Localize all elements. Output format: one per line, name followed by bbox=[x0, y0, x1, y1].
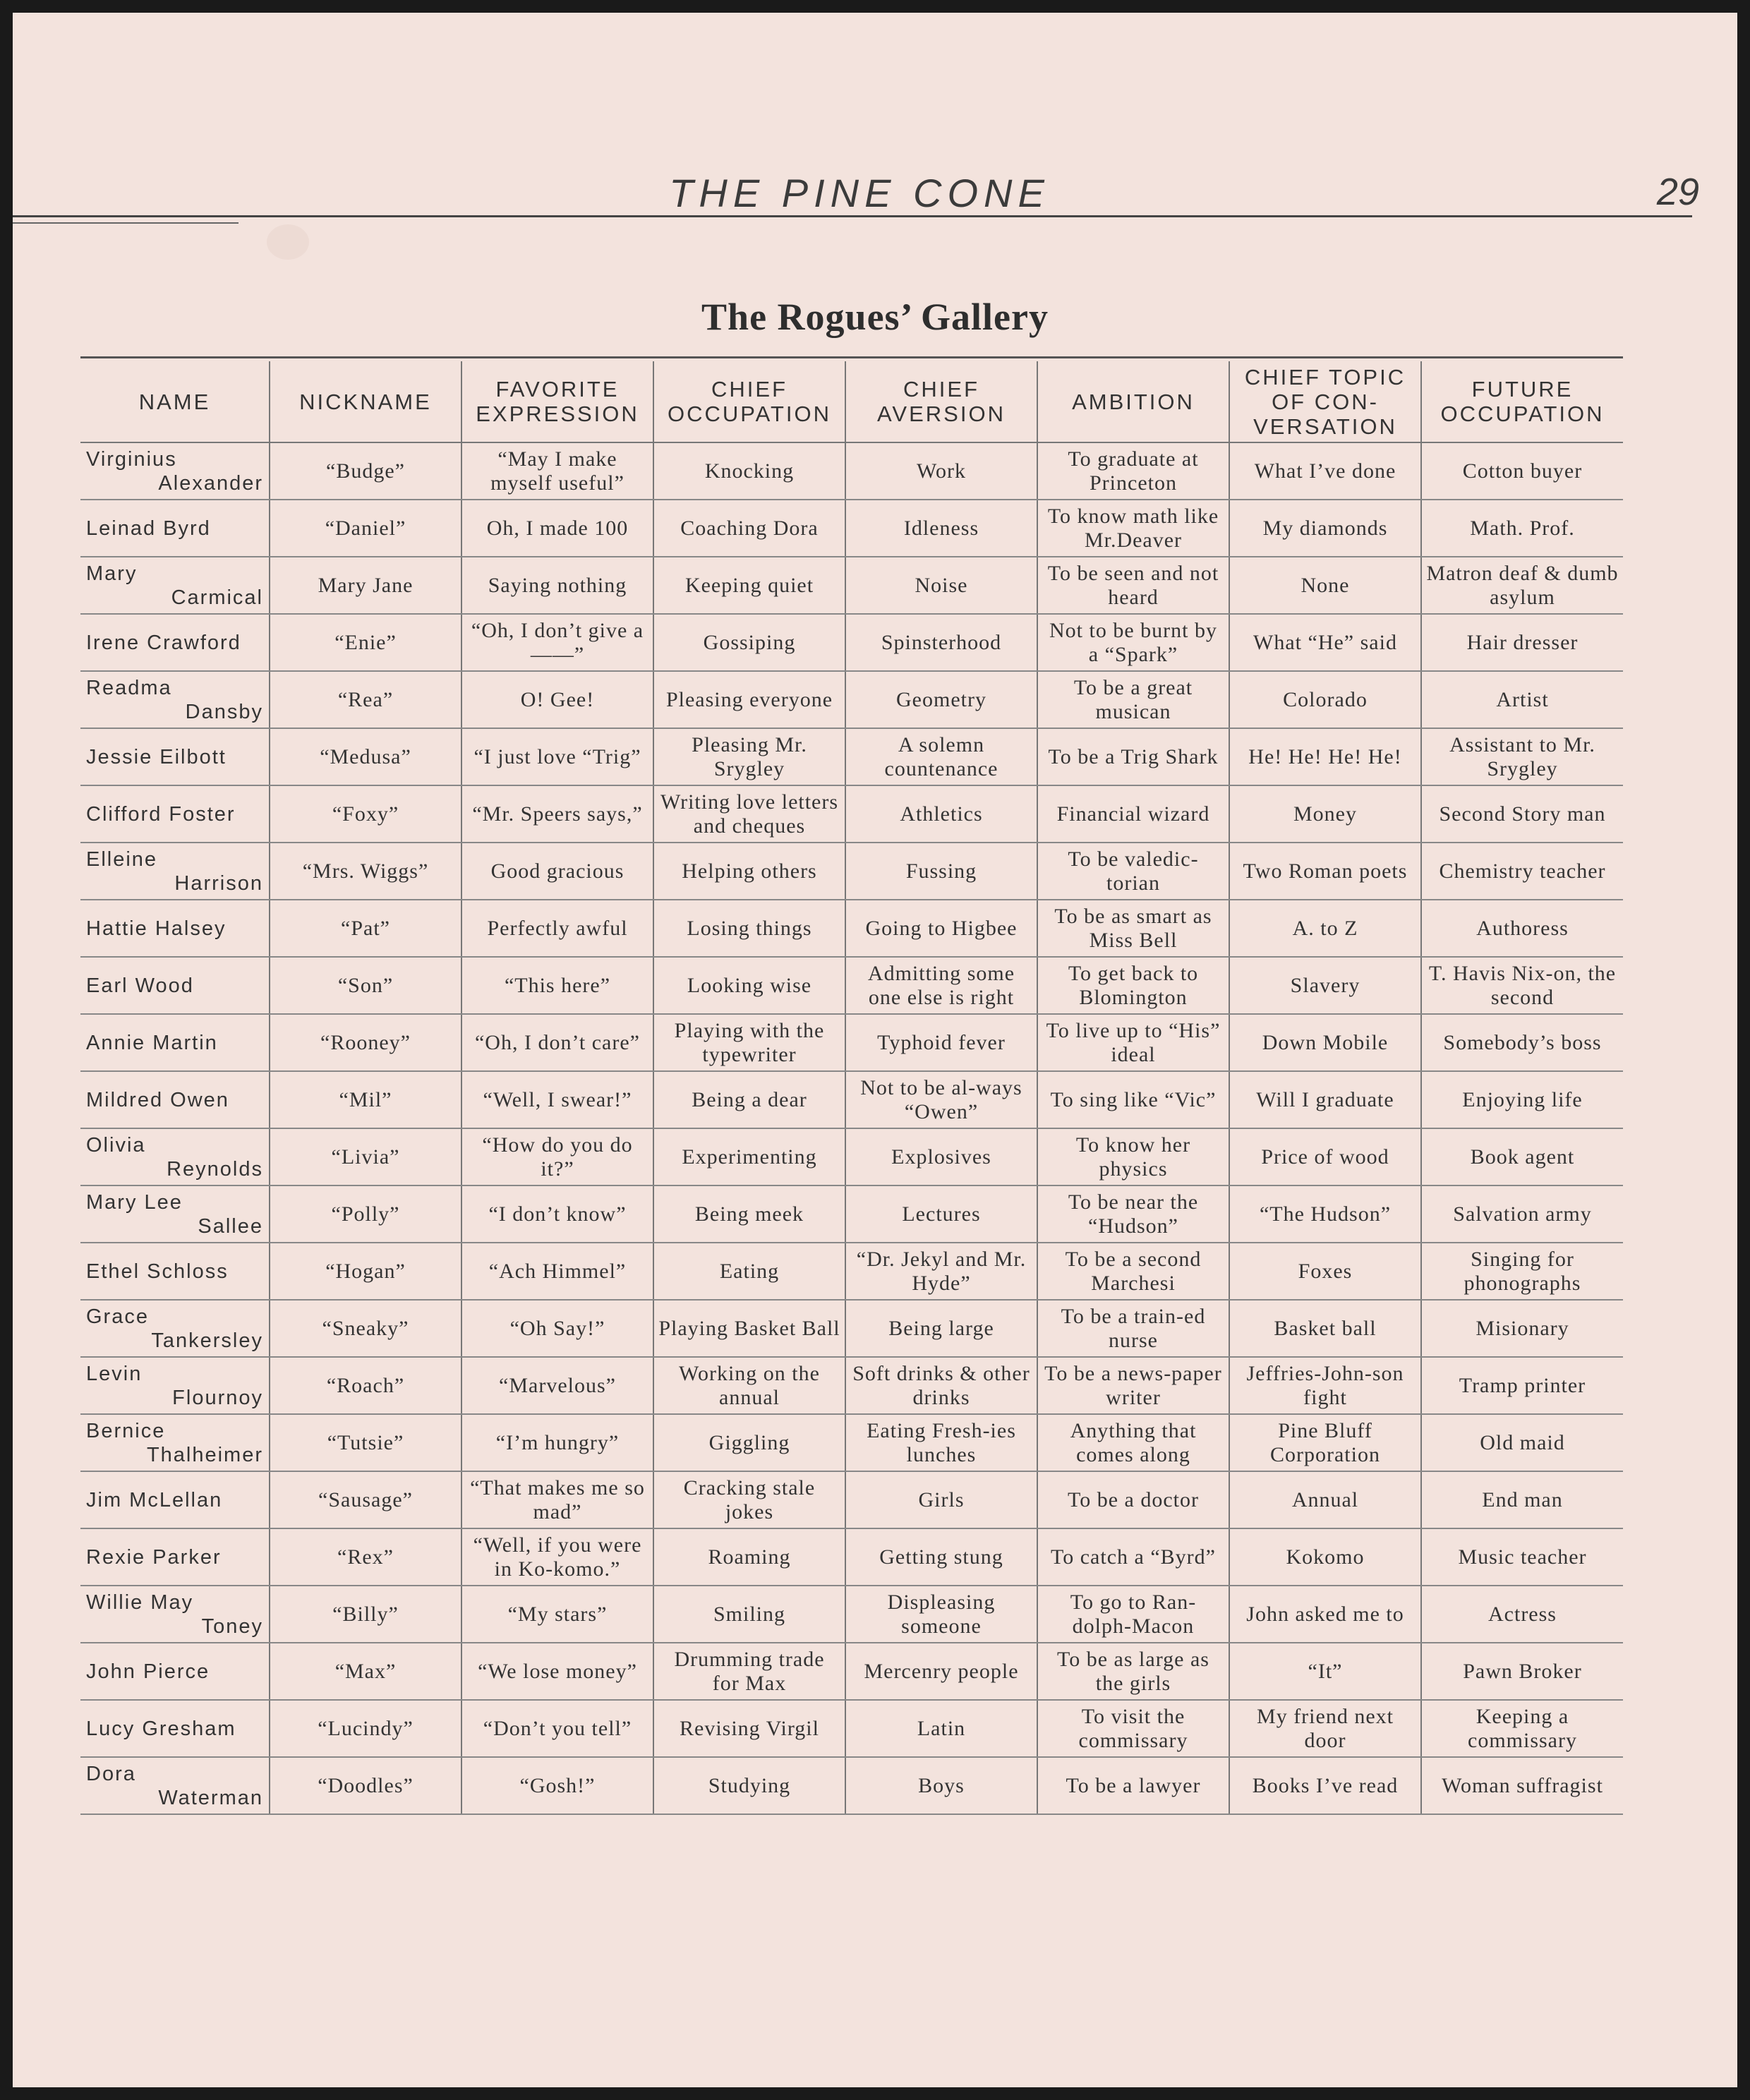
name-cell bbox=[80, 671, 270, 728]
name-second-line: Reynolds bbox=[167, 1157, 263, 1181]
name-second-line: Carmical bbox=[171, 586, 263, 609]
name-cell bbox=[80, 1243, 270, 1300]
future-cell: Old maid bbox=[1421, 1414, 1623, 1471]
table-top-rule bbox=[80, 356, 1623, 358]
aversion-cell: Displeasing someone bbox=[845, 1586, 1037, 1643]
nickname-cell: “Tutsie” bbox=[270, 1414, 461, 1471]
expression-cell: “How do you do it?” bbox=[461, 1128, 653, 1185]
column-header-chief-topic: CHIEF TOPIC OF CON-VERSATION bbox=[1229, 361, 1421, 442]
ambition-cell: Financial wizard bbox=[1037, 785, 1229, 843]
future-cell: Actress bbox=[1421, 1586, 1623, 1643]
aversion-cell: Not to be al-ways “Owen” bbox=[845, 1071, 1037, 1128]
occupation-cell: Drumming trade for Max bbox=[653, 1643, 845, 1700]
table-row bbox=[80, 1471, 1623, 1528]
expression-cell: “Oh, I don’t give a ——” bbox=[461, 614, 653, 671]
ambition-cell: To know her physics bbox=[1037, 1128, 1229, 1185]
aversion-cell: Soft drinks & other drinks bbox=[845, 1357, 1037, 1414]
aversion-cell: Mercenry people bbox=[845, 1643, 1037, 1700]
topic-cell: Pine Bluff Corporation bbox=[1229, 1414, 1421, 1471]
table-row bbox=[80, 1528, 1623, 1586]
expression-cell: “Ach Himmel” bbox=[461, 1243, 653, 1300]
nickname-cell: “Billy” bbox=[270, 1586, 461, 1643]
name-first-line: Hattie Halsey bbox=[86, 917, 227, 940]
ambition-cell: Not to be burnt by a “Spark” bbox=[1037, 614, 1229, 671]
nickname-cell: “Mil” bbox=[270, 1071, 461, 1128]
name-second-line: Harrison bbox=[174, 871, 263, 895]
topic-cell: Two Roman poets bbox=[1229, 843, 1421, 900]
name-cell bbox=[80, 1471, 270, 1528]
table-row bbox=[80, 1300, 1623, 1357]
nickname-cell: “Doodles” bbox=[270, 1757, 461, 1814]
nickname-cell: “Sneaky” bbox=[270, 1300, 461, 1357]
table-row bbox=[80, 442, 1623, 500]
future-cell: T. Havis Nix-on, the second bbox=[1421, 957, 1623, 1014]
ambition-cell: To be seen and not heard bbox=[1037, 557, 1229, 614]
name-first-line: Grace bbox=[86, 1305, 149, 1328]
gallery-title: The Rogues’ Gallery bbox=[701, 296, 1049, 338]
expression-cell: “I just love “Trig” bbox=[461, 728, 653, 785]
name-first-line: Mary Lee bbox=[86, 1190, 183, 1214]
column-header-chief-occupation: CHIEF OCCUPATION bbox=[653, 361, 845, 442]
aversion-cell: Work bbox=[845, 442, 1037, 500]
name-first-line: Dora bbox=[86, 1762, 136, 1785]
nickname-cell: “Polly” bbox=[270, 1185, 461, 1243]
future-cell: Enjoying life bbox=[1421, 1071, 1623, 1128]
aversion-cell: Admitting some one else is right bbox=[845, 957, 1037, 1014]
topic-cell: Slavery bbox=[1229, 957, 1421, 1014]
nickname-cell: “Lucindy” bbox=[270, 1700, 461, 1757]
table-row bbox=[80, 557, 1623, 614]
name-first-line: Ethel Schloss bbox=[86, 1260, 229, 1283]
aversion-cell: Explosives bbox=[845, 1128, 1037, 1185]
aversion-cell: Spinsterhood bbox=[845, 614, 1037, 671]
name-cell bbox=[80, 785, 270, 843]
nickname-cell: “Daniel” bbox=[270, 500, 461, 557]
table-row bbox=[80, 900, 1623, 957]
aversion-cell: Idleness bbox=[845, 500, 1037, 557]
name-first-line: Lucy Gresham bbox=[86, 1717, 236, 1740]
topic-cell: Colorado bbox=[1229, 671, 1421, 728]
column-header-name: NAME bbox=[80, 361, 270, 442]
ambition-cell: To be a second Marchesi bbox=[1037, 1243, 1229, 1300]
topic-cell: He! He! He! He! bbox=[1229, 728, 1421, 785]
column-header-favorite-expression: FAVORITE EXPRESSION bbox=[461, 361, 653, 442]
occupation-cell: Gossiping bbox=[653, 614, 845, 671]
future-cell: Misionary bbox=[1421, 1300, 1623, 1357]
topic-cell: A. to Z bbox=[1229, 900, 1421, 957]
ambition-cell: To know math like Mr.Deaver bbox=[1037, 500, 1229, 557]
expression-cell: Oh, I made 100 bbox=[461, 500, 653, 557]
nickname-cell: “Rea” bbox=[270, 671, 461, 728]
table-row bbox=[80, 957, 1623, 1014]
running-head-rule-short bbox=[13, 222, 239, 224]
topic-cell: My friend next door bbox=[1229, 1700, 1421, 1757]
name-cell bbox=[80, 1700, 270, 1757]
name-cell bbox=[80, 442, 270, 500]
aversion-cell: Noise bbox=[845, 557, 1037, 614]
name-second-line: Sallee bbox=[198, 1214, 263, 1238]
expression-cell: “May I make myself useful” bbox=[461, 442, 653, 500]
expression-cell: Saying nothing bbox=[461, 557, 653, 614]
future-cell: Tramp printer bbox=[1421, 1357, 1623, 1414]
occupation-cell: Roaming bbox=[653, 1528, 845, 1586]
name-cell bbox=[80, 1414, 270, 1471]
occupation-cell: Pleasing Mr. Srygley bbox=[653, 728, 845, 785]
ambition-cell: To be a news-paper writer bbox=[1037, 1357, 1229, 1414]
expression-cell: “That makes me so mad” bbox=[461, 1471, 653, 1528]
name-cell bbox=[80, 957, 270, 1014]
name-first-line: Annie Martin bbox=[86, 1031, 218, 1054]
column-header-chief-aversion: CHIEF AVERSION bbox=[845, 361, 1037, 442]
nickname-cell: “Budge” bbox=[270, 442, 461, 500]
name-cell bbox=[80, 1357, 270, 1414]
name-cell bbox=[80, 900, 270, 957]
name-second-line: Toney bbox=[201, 1615, 263, 1638]
running-head-title: THE PINE CONE bbox=[669, 171, 1050, 215]
occupation-cell: Writing love letters and cheques bbox=[653, 785, 845, 843]
nickname-cell: “Hogan” bbox=[270, 1243, 461, 1300]
occupation-cell: Losing things bbox=[653, 900, 845, 957]
name-first-line: Readma bbox=[86, 676, 172, 699]
table-header-row bbox=[80, 361, 1623, 442]
topic-cell: Jeffries-John-son fight bbox=[1229, 1357, 1421, 1414]
ambition-cell: To get back to Blomington bbox=[1037, 957, 1229, 1014]
aversion-cell: Being large bbox=[845, 1300, 1037, 1357]
aversion-cell: Boys bbox=[845, 1757, 1037, 1814]
nickname-cell: “Enie” bbox=[270, 614, 461, 671]
table-row bbox=[80, 1643, 1623, 1700]
aversion-cell: Typhoid fever bbox=[845, 1014, 1037, 1071]
table-row bbox=[80, 843, 1623, 900]
ambition-cell: To be as large as the girls bbox=[1037, 1643, 1229, 1700]
name-cell bbox=[80, 1300, 270, 1357]
ambition-cell: To be a lawyer bbox=[1037, 1757, 1229, 1814]
ambition-cell: To go to Ran-dolph-Macon bbox=[1037, 1586, 1229, 1643]
table-row bbox=[80, 1014, 1623, 1071]
occupation-cell: Knocking bbox=[653, 442, 845, 500]
name-cell bbox=[80, 1071, 270, 1128]
topic-cell: Price of wood bbox=[1229, 1128, 1421, 1185]
nickname-cell: Mary Jane bbox=[270, 557, 461, 614]
column-header-future-occupation: FUTURE OCCUPATION bbox=[1421, 361, 1623, 442]
name-second-line: Dansby bbox=[185, 700, 263, 723]
occupation-cell: Keeping quiet bbox=[653, 557, 845, 614]
topic-cell: What I’ve done bbox=[1229, 442, 1421, 500]
future-cell: Cotton buyer bbox=[1421, 442, 1623, 500]
name-first-line: Jim McLellan bbox=[86, 1488, 223, 1511]
name-cell bbox=[80, 614, 270, 671]
occupation-cell: Experimenting bbox=[653, 1128, 845, 1185]
ambition-cell: To be as smart as Miss Bell bbox=[1037, 900, 1229, 957]
topic-cell: Basket ball bbox=[1229, 1300, 1421, 1357]
table-row bbox=[80, 1071, 1623, 1128]
expression-cell: “Mr. Speers says,” bbox=[461, 785, 653, 843]
nickname-cell: “Mrs. Wiggs” bbox=[270, 843, 461, 900]
expression-cell: “We lose money” bbox=[461, 1643, 653, 1700]
expression-cell: Perfectly awful bbox=[461, 900, 653, 957]
rogues-gallery-table bbox=[80, 361, 1623, 1815]
ambition-cell: To graduate at Princeton bbox=[1037, 442, 1229, 500]
expression-cell: “This here” bbox=[461, 957, 653, 1014]
expression-cell: “I’m hungry” bbox=[461, 1414, 653, 1471]
topic-cell: Will I graduate bbox=[1229, 1071, 1421, 1128]
nickname-cell: “Max” bbox=[270, 1643, 461, 1700]
future-cell: Singing for phonographs bbox=[1421, 1243, 1623, 1300]
future-cell: Salvation army bbox=[1421, 1185, 1623, 1243]
page bbox=[13, 13, 1737, 2087]
future-cell: Math. Prof. bbox=[1421, 500, 1623, 557]
topic-cell: Books I’ve read bbox=[1229, 1757, 1421, 1814]
future-cell: Authoress bbox=[1421, 900, 1623, 957]
ambition-cell: To be a great musican bbox=[1037, 671, 1229, 728]
name-cell bbox=[80, 557, 270, 614]
name-second-line: Thalheimer bbox=[146, 1443, 263, 1466]
table-row bbox=[80, 1700, 1623, 1757]
name-second-line: Tankersley bbox=[151, 1329, 263, 1352]
name-first-line: Olivia bbox=[86, 1133, 146, 1157]
name-first-line: Elleine bbox=[86, 847, 158, 871]
topic-cell: What “He” said bbox=[1229, 614, 1421, 671]
aversion-cell: Latin bbox=[845, 1700, 1037, 1757]
name-first-line: Mary bbox=[86, 562, 138, 585]
expression-cell: O! Gee! bbox=[461, 671, 653, 728]
occupation-cell: Giggling bbox=[653, 1414, 845, 1471]
table-row bbox=[80, 1586, 1623, 1643]
occupation-cell: Studying bbox=[653, 1757, 845, 1814]
name-cell bbox=[80, 1643, 270, 1700]
future-cell: Matron deaf & dumb asylum bbox=[1421, 557, 1623, 614]
expression-cell: “Marvelous” bbox=[461, 1357, 653, 1414]
topic-cell: My diamonds bbox=[1229, 500, 1421, 557]
name-first-line: John Pierce bbox=[86, 1660, 210, 1683]
topic-cell: “It” bbox=[1229, 1643, 1421, 1700]
occupation-cell: Playing with the typewriter bbox=[653, 1014, 845, 1071]
topic-cell: Down Mobile bbox=[1229, 1014, 1421, 1071]
ambition-cell: To be near the “Hudson” bbox=[1037, 1185, 1229, 1243]
nickname-cell: “Sausage” bbox=[270, 1471, 461, 1528]
running-head-rule bbox=[13, 215, 1692, 217]
name-cell bbox=[80, 843, 270, 900]
name-first-line: Leinad Byrd bbox=[86, 517, 211, 540]
table-row bbox=[80, 1243, 1623, 1300]
table-row bbox=[80, 1414, 1623, 1471]
future-cell: Somebody’s boss bbox=[1421, 1014, 1623, 1071]
topic-cell: Money bbox=[1229, 785, 1421, 843]
future-cell: End man bbox=[1421, 1471, 1623, 1528]
future-cell: Pawn Broker bbox=[1421, 1643, 1623, 1700]
expression-cell: “Oh Say!” bbox=[461, 1300, 653, 1357]
aversion-cell: Geometry bbox=[845, 671, 1037, 728]
future-cell: Second Story man bbox=[1421, 785, 1623, 843]
table-row bbox=[80, 1128, 1623, 1185]
column-header-nickname: NICKNAME bbox=[270, 361, 461, 442]
table-row bbox=[80, 671, 1623, 728]
name-cell bbox=[80, 1014, 270, 1071]
name-first-line: Clifford Foster bbox=[86, 802, 236, 826]
ambition-cell: To be a doctor bbox=[1037, 1471, 1229, 1528]
expression-cell: “I don’t know” bbox=[461, 1185, 653, 1243]
name-second-line: Waterman bbox=[158, 1786, 263, 1809]
ambition-cell: Anything that comes along bbox=[1037, 1414, 1229, 1471]
aversion-cell: Fussing bbox=[845, 843, 1037, 900]
future-cell: Keeping a commissary bbox=[1421, 1700, 1623, 1757]
name-cell bbox=[80, 1185, 270, 1243]
nickname-cell: “Roach” bbox=[270, 1357, 461, 1414]
name-second-line: Flournoy bbox=[172, 1386, 263, 1409]
name-first-line: Mildred Owen bbox=[86, 1088, 229, 1111]
name-first-line: Irene Crawford bbox=[86, 631, 241, 654]
name-first-line: Earl Wood bbox=[86, 974, 194, 997]
future-cell: Music teacher bbox=[1421, 1528, 1623, 1586]
table-row bbox=[80, 500, 1623, 557]
aversion-cell: Lectures bbox=[845, 1185, 1037, 1243]
future-cell: Artist bbox=[1421, 671, 1623, 728]
occupation-cell: Being a dear bbox=[653, 1071, 845, 1128]
name-second-line: Alexander bbox=[158, 471, 263, 495]
ambition-cell: To sing like “Vic” bbox=[1037, 1071, 1229, 1128]
ambition-cell: To catch a “Byrd” bbox=[1037, 1528, 1229, 1586]
occupation-cell: Being meek bbox=[653, 1185, 845, 1243]
name-first-line: Virginius bbox=[86, 447, 177, 471]
future-cell: Woman suffragist bbox=[1421, 1757, 1623, 1814]
name-first-line: Willie May bbox=[86, 1591, 194, 1614]
nickname-cell: “Son” bbox=[270, 957, 461, 1014]
ambition-cell: To be valedic-torian bbox=[1037, 843, 1229, 900]
aversion-cell: Eating Fresh-ies lunches bbox=[845, 1414, 1037, 1471]
expression-cell: Good gracious bbox=[461, 843, 653, 900]
nickname-cell: “Rex” bbox=[270, 1528, 461, 1586]
aversion-cell: “Dr. Jekyl and Mr. Hyde” bbox=[845, 1243, 1037, 1300]
occupation-cell: Playing Basket Ball bbox=[653, 1300, 845, 1357]
table-row bbox=[80, 1357, 1623, 1414]
name-first-line: Jessie Eilbott bbox=[86, 745, 227, 768]
aversion-cell: Athletics bbox=[845, 785, 1037, 843]
ambition-cell: To be a train-ed nurse bbox=[1037, 1300, 1229, 1357]
name-first-line: Bernice bbox=[86, 1419, 166, 1442]
expression-cell: “Oh, I don’t care” bbox=[461, 1014, 653, 1071]
expression-cell: “Well, I swear!” bbox=[461, 1071, 653, 1128]
occupation-cell: Coaching Dora bbox=[653, 500, 845, 557]
ambition-cell: To be a Trig Shark bbox=[1037, 728, 1229, 785]
table-row bbox=[80, 1757, 1623, 1814]
topic-cell: None bbox=[1229, 557, 1421, 614]
ambition-cell: To live up to “His” ideal bbox=[1037, 1014, 1229, 1071]
ambition-cell: To visit the commissary bbox=[1037, 1700, 1229, 1757]
expression-cell: “My stars” bbox=[461, 1586, 653, 1643]
occupation-cell: Cracking stale jokes bbox=[653, 1471, 845, 1528]
nickname-cell: “Pat” bbox=[270, 900, 461, 957]
name-cell bbox=[80, 1128, 270, 1185]
topic-cell: “The Hudson” bbox=[1229, 1185, 1421, 1243]
occupation-cell: Revising Virgil bbox=[653, 1700, 845, 1757]
name-cell bbox=[80, 728, 270, 785]
table-row bbox=[80, 785, 1623, 843]
name-cell bbox=[80, 500, 270, 557]
table-body bbox=[80, 442, 1623, 1814]
nickname-cell: “Foxy” bbox=[270, 785, 461, 843]
running-head bbox=[13, 157, 1737, 221]
name-cell bbox=[80, 1757, 270, 1814]
page-number: 29 bbox=[1656, 171, 1699, 213]
name-first-line: Levin bbox=[86, 1362, 143, 1385]
expression-cell: “Don’t you tell” bbox=[461, 1700, 653, 1757]
topic-cell: John asked me to bbox=[1229, 1586, 1421, 1643]
aversion-cell: Girls bbox=[845, 1471, 1037, 1528]
future-cell: Book agent bbox=[1421, 1128, 1623, 1185]
name-cell bbox=[80, 1586, 270, 1643]
topic-cell: Kokomo bbox=[1229, 1528, 1421, 1586]
aversion-cell: Going to Higbee bbox=[845, 900, 1037, 957]
occupation-cell: Pleasing everyone bbox=[653, 671, 845, 728]
paper-stain bbox=[267, 224, 309, 260]
future-cell: Hair dresser bbox=[1421, 614, 1623, 671]
name-first-line: Rexie Parker bbox=[86, 1545, 222, 1569]
occupation-cell: Looking wise bbox=[653, 957, 845, 1014]
occupation-cell: Eating bbox=[653, 1243, 845, 1300]
table-row bbox=[80, 728, 1623, 785]
future-cell: Assistant to Mr. Srygley bbox=[1421, 728, 1623, 785]
occupation-cell: Helping others bbox=[653, 843, 845, 900]
topic-cell: Annual bbox=[1229, 1471, 1421, 1528]
aversion-cell: A solemn countenance bbox=[845, 728, 1037, 785]
future-cell: Chemistry teacher bbox=[1421, 843, 1623, 900]
table-row bbox=[80, 1185, 1623, 1243]
name-cell bbox=[80, 1528, 270, 1586]
nickname-cell: “Medusa” bbox=[270, 728, 461, 785]
topic-cell: Foxes bbox=[1229, 1243, 1421, 1300]
nickname-cell: “Rooney” bbox=[270, 1014, 461, 1071]
table-row bbox=[80, 614, 1623, 671]
aversion-cell: Getting stung bbox=[845, 1528, 1037, 1586]
occupation-cell: Smiling bbox=[653, 1586, 845, 1643]
occupation-cell: Working on the annual bbox=[653, 1357, 845, 1414]
expression-cell: “Gosh!” bbox=[461, 1757, 653, 1814]
column-header-ambition: AMBITION bbox=[1037, 361, 1229, 442]
expression-cell: “Well, if you were in Ko-komo.” bbox=[461, 1528, 653, 1586]
nickname-cell: “Livia” bbox=[270, 1128, 461, 1185]
